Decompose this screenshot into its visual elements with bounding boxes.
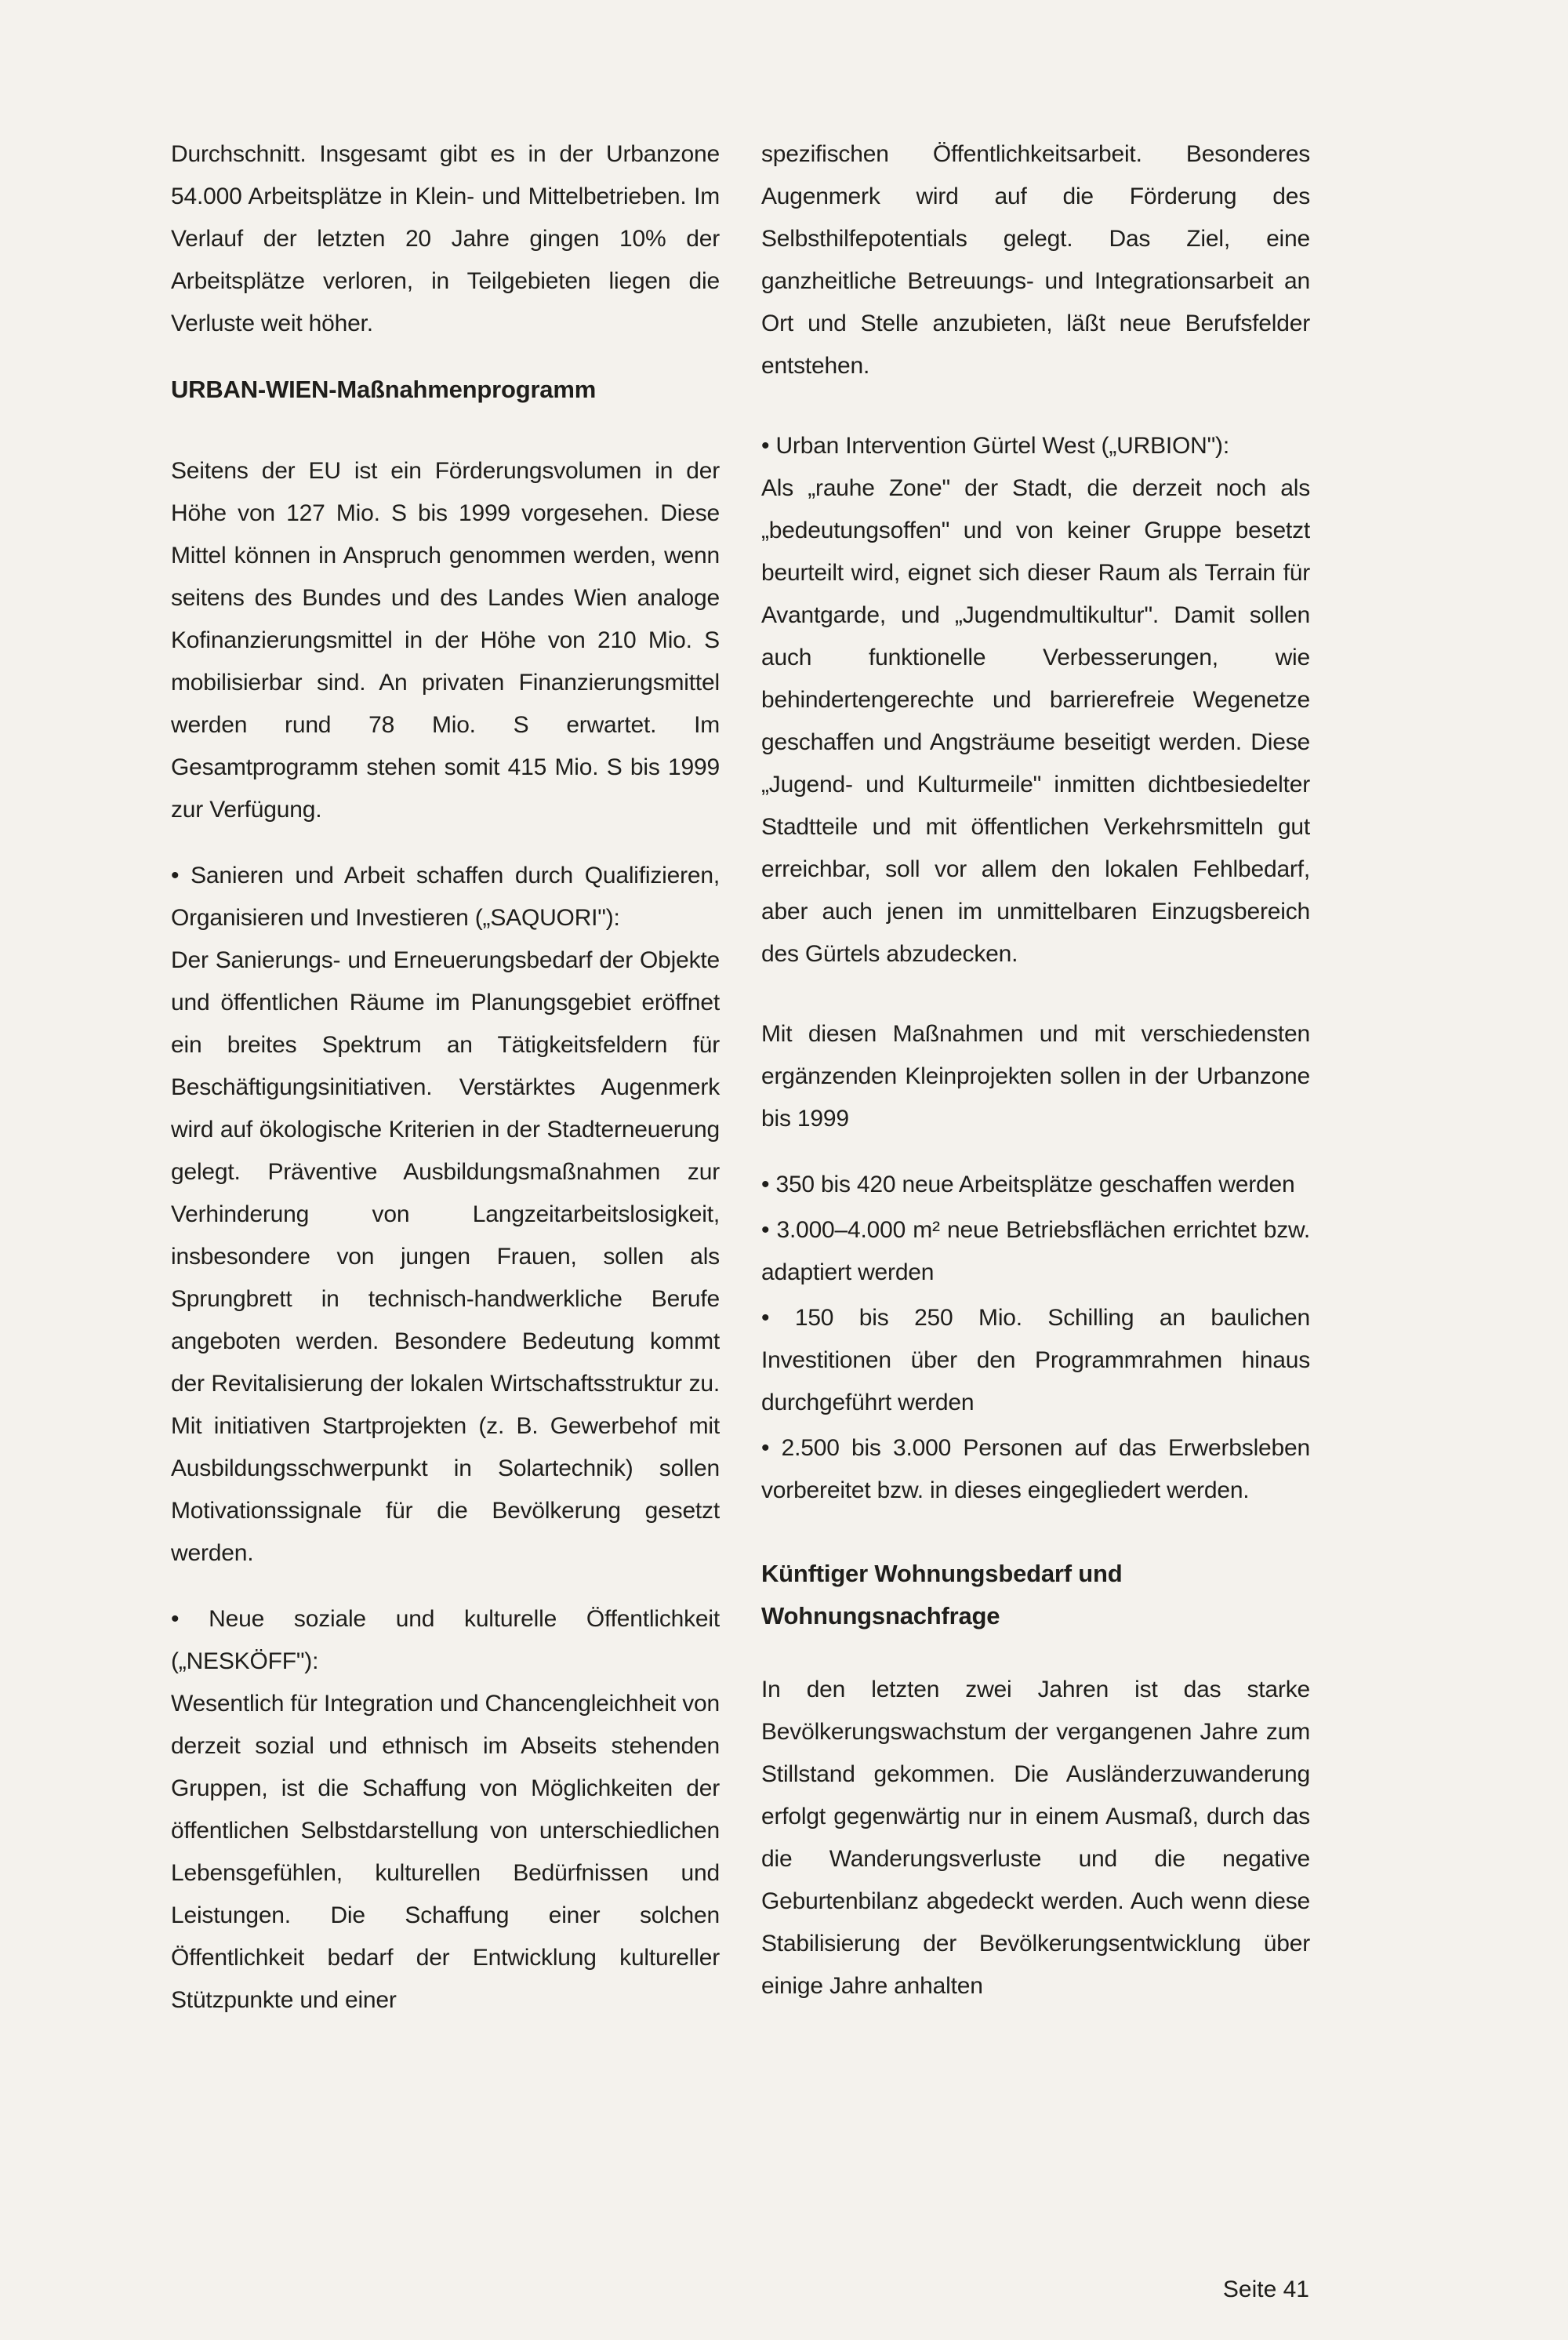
neskoeff-continued-paragraph: spezifischen Öffentlichkeitsarbeit. Besonderes Augenmerk wird auf die Förderung des Selbsthilfepotentials gelegt. Das Ziel, eine ganzheitliche Betreuungs- und Integrationsarbeit an Ort und Stelle anzubieten, läßt neue Berufsfelder entstehen. bbox=[761, 141, 1310, 379]
spacer bbox=[761, 1515, 1310, 1539]
section-heading-wohnungsbedarf: Künftiger Wohnungsbedarf und Wohnungsnachfrage bbox=[761, 1560, 1123, 1630]
right-column bbox=[761, 133, 1310, 2031]
intro-paragraph: Durchschnitt. Insgesamt gibt es in der Urbanzone 54.000 Arbeitsplätze in Klein- und Mittelbetrieben. Im Verlauf der letzten 20 Jahre gingen 10% der Arbeitsplätze verloren, in Teilgebieten liegen die Verluste weit höher. bbox=[171, 141, 720, 336]
section-heading-urban-wien: URBAN-WIEN-Maßnahmenprogramm bbox=[171, 376, 597, 403]
neskoeff-paragraph: Wesentlich für Integration und Chancengleichheit von derzeit sozial und ethnisch im Abseits stehenden Gruppen, ist die Schaffung von Möglichkeiten der öffentlichen Selbstdarstellung von unterschiedlichen Lebensgefühlen, kulturellen Bedürfnissen und Leistungen. Die Schaffung einer solchen Öffentlichkeit bedarf der Entwicklung kultureller Stützpunkte und einer bbox=[171, 1691, 720, 2013]
funding-paragraph: Seitens der EU ist ein Förderungsvolumen in der Höhe von 127 Mio. S bis 1999 vorgesehen. Diese Mittel können in Anspruch genommen werden, wenn seitens des Bundes und des Landes Wien analoge Kofinanzierungsmittel in der Höhe von 210 Mio. S mobilisierbar sind. An privaten Finanzierungsmittel werden rund 78 Mio. S erwartet. Im Gesamtprogramm stehen somit 415 Mio. S bis 1999 zur Verfügung. bbox=[171, 458, 720, 823]
saquori-title: • Sanieren und Arbeit schaffen durch Qualifizieren, Organisieren und Investieren („SAQUORI"): bbox=[171, 855, 720, 939]
neskoeff-title: • Neue soziale und kulturelle Öffentlichkeit („NESKÖFF"): bbox=[171, 1598, 720, 1683]
left-column bbox=[171, 133, 720, 2045]
page-number: Seite 41 bbox=[1222, 2276, 1309, 2302]
measures-list bbox=[761, 1164, 1310, 1512]
spacer bbox=[761, 411, 1310, 425]
spacer bbox=[761, 999, 1310, 1013]
list-item: • 2.500 bis 3.000 Personen auf das Erwerbsleben vorbereitet bzw. in dieses eingegliedert werden. bbox=[761, 1427, 1310, 1512]
list-item: • 350 bis 420 neue Arbeitsplätze geschaffen werden bbox=[761, 1164, 1310, 1206]
measures-intro: Mit diesen Maßnahmen und mit verschiedensten ergänzenden Kleinprojekten sollen in der Urbanzone bis 1999 bbox=[761, 1021, 1310, 1132]
saquori-paragraph: Der Sanierungs- und Erneuerungsbedarf der Objekte und öffentlichen Räume im Planungsgebiet eröffnet ein breites Spektrum an Tätigkeitsfeldern für Beschäftigungsinitiativen. Verstärktes Augenmerk wird auf ökologische Kriterien in der Stadterneuerung gelegt. Präventive Ausbildungsmaßnahmen zur Verhinderung von Langzeitarbeitslosigkeit, insbesondere von jungen Frauen, sollen als Sprungbrett in technisch-handwerkliche Berufe angeboten werden. Besondere Bedeutung kommt der Revitalisierung der lokalen Wirtschaftsstruktur zu. Mit initiativen Startprojekten (z. B. Gewerbehof mit Ausbildungsschwerpunkt in Solartechnik) sollen Motivationssignale für die Bevölkerung gesetzt werden. bbox=[171, 947, 720, 1566]
housing-paragraph: In den letzten zwei Jahren ist das starke Bevölkerungswachstum der vergangenen Jahre zum Stillstand gekommen. Die Ausländerzuwanderung erfolgt gegenwärtig nur in einem Ausmaß, durch das die Wanderungsverluste und die negative Geburtenbilanz abgedeckt werden. Auch wenn diese Stabilisierung der Bevölkerungsentwicklung über einige Jahre anhalten bbox=[761, 1677, 1310, 1999]
list-item: • 150 bis 250 Mio. Schilling an baulichen Investitionen über den Programmrahmen hinaus durchgeführt werden bbox=[761, 1297, 1310, 1424]
urbion-title: • Urban Intervention Gürtel West („URBION"): bbox=[761, 425, 1310, 467]
urbion-paragraph: Als „rauhe Zone" der Stadt, die derzeit noch als „bedeutungsoffen" und von keiner Gruppe besetzt beurteilt wird, eignet sich dieser Raum als Terrain für Avantgarde, und „Jugendmultikultur". Damit sollen auch funktionelle Verbesserungen, wie behindertengerechte und barrierefreie Wegenetze geschaffen und Angsträume beseitigt werden. Diese „Jugend- und Kulturmeile" inmitten dichtbesiedelter Stadtteile und mit öffentlichen Verkehrsmitteln gut erreichbar, soll vor allem den lokalen Fehlbedarf, aber auch jenen im unmittelbaren Einzugsbereich des Gürtels abzudecken. bbox=[761, 475, 1310, 967]
list-item: • 3.000–4.000 m² neue Betriebsflächen errichtet bzw. adaptiert werden bbox=[761, 1209, 1310, 1294]
